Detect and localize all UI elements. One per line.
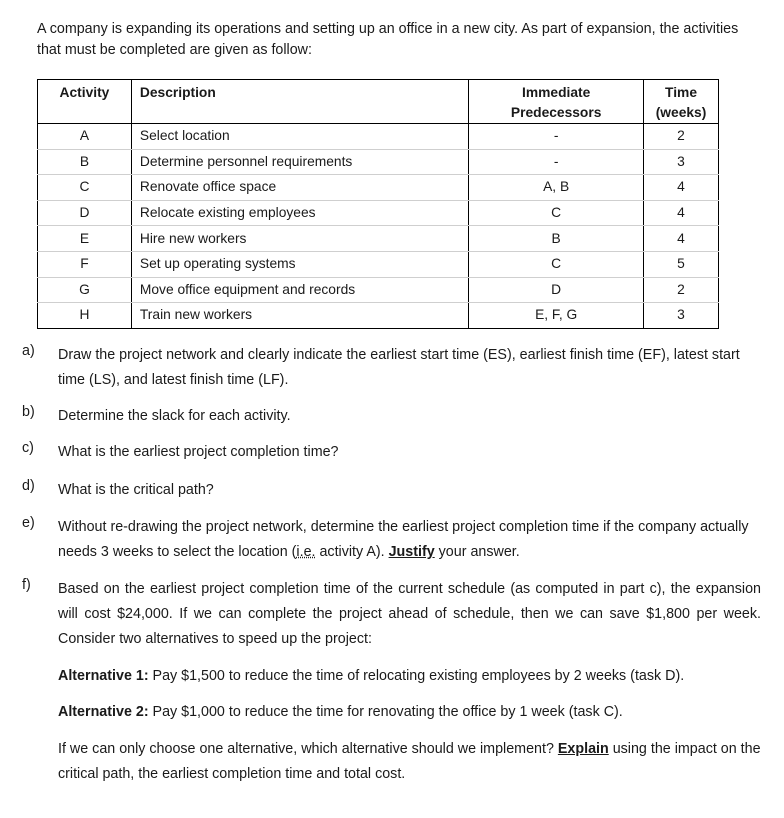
- question-label: f): [22, 577, 31, 593]
- table-row: [38, 303, 719, 329]
- cell-predecessors: B: [469, 226, 644, 252]
- cell-predecessors: -: [469, 124, 644, 150]
- table-row: [38, 149, 719, 175]
- question-label: c): [22, 440, 34, 456]
- cell-predecessors: -: [469, 149, 644, 175]
- question-e-justify: Justify: [388, 544, 435, 560]
- question-text: Based on the earliest project completion time of the current schedule (as computed in part c), the expansion will cost $24,000. If we can complete the project ahead of schedule, then we can save $1,800 per week. Consider two alternatives to speed up the project:: [58, 581, 761, 647]
- table-row: [38, 251, 719, 277]
- cell-predecessors: C: [469, 200, 644, 226]
- question-label: d): [22, 478, 35, 494]
- cell-description: Relocate existing employees: [131, 200, 468, 226]
- intro-paragraph: A company is expanding its operations and setting up an office in a new city. As part of expansion, the activities that must be completed are given as follow:: [37, 21, 739, 58]
- cell-activity: D: [38, 200, 132, 226]
- cell-description: Select location: [131, 124, 468, 150]
- cell-predecessors: D: [469, 277, 644, 303]
- cell-activity: B: [38, 149, 132, 175]
- header-time: [644, 80, 719, 124]
- question-label: a): [22, 343, 35, 359]
- table-row: [38, 175, 719, 201]
- cell-predecessors: E, F, G: [469, 303, 644, 329]
- cell-activity: C: [38, 175, 132, 201]
- closing-after: using the impact on the critical path, the earliest completion time and total cost.: [58, 741, 761, 782]
- header-predecessors-line1: Immediate: [522, 85, 591, 100]
- activity-table: [37, 79, 719, 329]
- cell-time: 4: [644, 175, 719, 201]
- question-text: Determine the slack for each activity.: [58, 408, 291, 424]
- cell-description: Hire new workers: [131, 226, 468, 252]
- alternative-2-label: Alternative 2:: [58, 704, 149, 720]
- cell-time: 5: [644, 251, 719, 277]
- cell-activity: H: [38, 303, 132, 329]
- header-predecessors-line2: Predecessors: [510, 105, 602, 120]
- cell-description: Train new workers: [131, 303, 468, 329]
- header-description: Description: [131, 80, 468, 124]
- cell-activity: A: [38, 124, 132, 150]
- header-time-line2: (weeks): [655, 105, 707, 120]
- question-e-text-before: Without re-drawing the project network, determine the earliest project completion time if the company actually needs 3 weeks to select the location (: [58, 519, 749, 560]
- header-activity: Activity: [38, 80, 132, 124]
- question-f-closing: [58, 737, 761, 787]
- cell-description: Determine personnel requirements: [131, 149, 468, 175]
- table-row: [38, 200, 719, 226]
- cell-activity: E: [38, 226, 132, 252]
- cell-time: 3: [644, 149, 719, 175]
- cell-time: 2: [644, 124, 719, 150]
- question-text: What is the critical path?: [58, 482, 214, 498]
- cell-time: 3: [644, 303, 719, 329]
- question-text: What is the earliest project completion time?: [58, 444, 339, 460]
- cell-time: 4: [644, 226, 719, 252]
- alternative-1: [58, 665, 761, 687]
- cell-time: 4: [644, 200, 719, 226]
- cell-activity: G: [38, 277, 132, 303]
- question-e-text-mid: activity A).: [315, 544, 389, 560]
- question-text: [58, 515, 761, 565]
- table-row: [38, 277, 719, 303]
- cell-time: 2: [644, 277, 719, 303]
- closing-explain: Explain: [557, 741, 609, 757]
- cell-activity: F: [38, 251, 132, 277]
- cell-predecessors: C: [469, 251, 644, 277]
- question-label: e): [22, 515, 35, 531]
- table-row: [38, 124, 719, 150]
- cell-description: Renovate office space: [131, 175, 468, 201]
- question-label: b): [22, 404, 35, 420]
- header-time-line1: Time: [665, 85, 697, 100]
- question-text: Draw the project network and clearly indicate the earliest start time (ES), earliest finish time (EF), latest start time (LS), and latest finish time (LF).: [58, 347, 740, 388]
- alternative-1-label: Alternative 1:: [58, 668, 149, 684]
- alternative-1-text: Pay $1,500 to reduce the time of relocating existing employees by 2 weeks (task D).: [148, 668, 685, 684]
- table-row: [38, 226, 719, 252]
- question-e-ie: i.e.: [296, 544, 316, 560]
- cell-description: Set up operating systems: [131, 251, 468, 277]
- header-predecessors: [469, 80, 644, 124]
- cell-predecessors: A, B: [469, 175, 644, 201]
- cell-description: Move office equipment and records: [131, 277, 468, 303]
- question-e-text-after: your answer.: [434, 544, 520, 560]
- alternative-2-text: Pay $1,000 to reduce the time for renovating the office by 1 week (task C).: [148, 704, 623, 720]
- alternative-2: [58, 701, 761, 723]
- table-header-row: [38, 80, 719, 124]
- closing-before: If we can only choose one alternative, which alternative should we implement?: [58, 741, 558, 757]
